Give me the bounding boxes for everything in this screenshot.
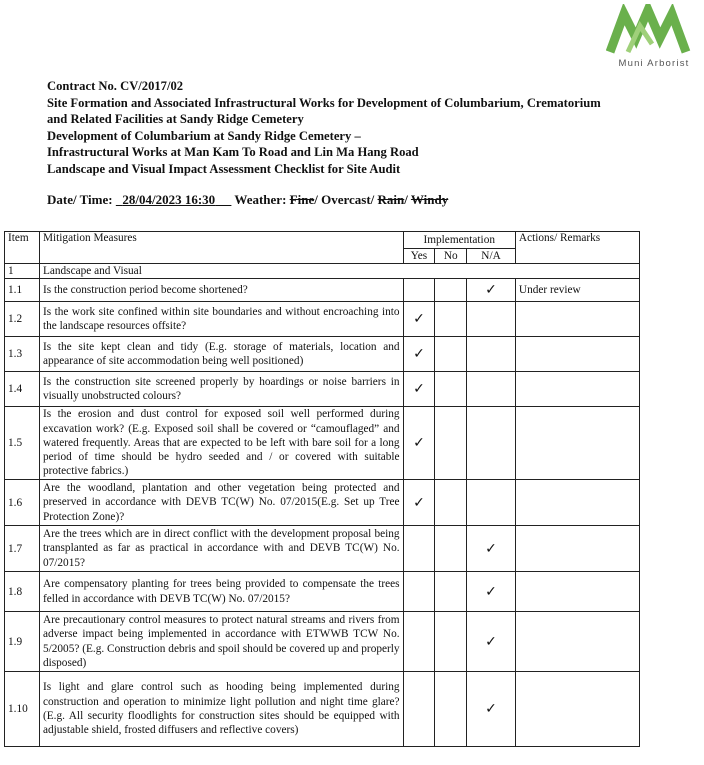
mitigation-text: Is the erosion and dust control for exposed soil well performed during excavation work? (E.g. Exposed soil shall be covered or “camouflaged” and watered frequently. Areas that are expected to be left with bare soil for a long period of time should be hydro seeded and / or covered with suitable protective fabrics.) bbox=[39, 407, 403, 480]
remark-cell bbox=[515, 672, 639, 747]
weather-windy: Windy bbox=[410, 192, 449, 207]
date-label: Date/ Time: bbox=[47, 192, 113, 207]
remark-cell: Under review bbox=[515, 279, 639, 302]
checklist-table bbox=[4, 231, 640, 747]
na-cell bbox=[467, 407, 516, 480]
mitigation-text: Is the site kept clean and tidy (E.g. storage of materials, location and appearance of site accommodation being well positioned) bbox=[39, 337, 403, 372]
table-row bbox=[5, 302, 640, 337]
table-row bbox=[5, 526, 640, 572]
item-number: 1.10 bbox=[5, 672, 40, 747]
yes-cell bbox=[403, 612, 435, 672]
muni-arborist-logo bbox=[606, 4, 702, 72]
no-cell bbox=[435, 337, 467, 372]
na-cell: ✓ bbox=[467, 672, 516, 747]
na-cell bbox=[467, 372, 516, 407]
no-cell bbox=[435, 302, 467, 337]
logo-text: Muni Arborist bbox=[618, 58, 690, 69]
no-cell bbox=[435, 407, 467, 480]
mitigation-text: Is the work site confined within site boundaries and without encroaching into the landscape resources offsite? bbox=[39, 302, 403, 337]
na-cell bbox=[467, 480, 516, 526]
header-item: Item bbox=[5, 232, 40, 264]
remark-cell bbox=[515, 302, 639, 337]
weather-fine: Fine bbox=[289, 192, 315, 207]
mitigation-text: Are the trees which are in direct conflict with the development proposal being transplanted as far as practical in accordance with and DEVB TC(W) No. 07/2015? bbox=[39, 526, 403, 572]
logo-mark-icon bbox=[606, 4, 702, 56]
yes-cell: ✓ bbox=[403, 337, 435, 372]
item-number: 1.5 bbox=[5, 407, 40, 480]
yes-cell: ✓ bbox=[403, 372, 435, 407]
table-row bbox=[5, 337, 640, 372]
weather-overcast: Overcast bbox=[321, 192, 371, 207]
yes-cell bbox=[403, 279, 435, 302]
na-cell: ✓ bbox=[467, 612, 516, 672]
na-cell: ✓ bbox=[467, 279, 516, 302]
remark-cell bbox=[515, 480, 639, 526]
na-cell: ✓ bbox=[467, 572, 516, 612]
section-title: Landscape and Visual bbox=[39, 264, 639, 279]
no-cell bbox=[435, 572, 467, 612]
mitigation-text: Are the woodland, plantation and other vegetation being protected and preserved in accordance with DEVB TC(W) No. 07/2015(E.g. Set up Tree Protection Zone)? bbox=[39, 480, 403, 526]
mitigation-text: Are precautionary control measures to protect natural streams and rivers from adverse impact being implemented in accordance with ETWWB TCW No. 5/2005? (E.g. Construction debris and spoil should be covered up and properly disposed) bbox=[39, 612, 403, 672]
header-line: Contract No. CV/2017/02 bbox=[47, 79, 184, 93]
header-mitigation: Mitigation Measures bbox=[39, 232, 403, 264]
remark-cell bbox=[515, 337, 639, 372]
remark-cell bbox=[515, 572, 639, 612]
no-cell bbox=[435, 480, 467, 526]
mitigation-text: Is light and glare control such as hooding being implemented during construction and operation to minimize light pollution and night time glare? (E.g. All security floodlights for construction sites should be equipped with adjustable shield, frosted diffusers and reflective covers) bbox=[39, 672, 403, 747]
document-header bbox=[47, 78, 697, 178]
yes-cell: ✓ bbox=[403, 407, 435, 480]
no-cell bbox=[435, 612, 467, 672]
item-number: 1.7 bbox=[5, 526, 40, 572]
header-line: Infrastructural Works at Man Kam To Road and Lin Ma Hang Road bbox=[47, 145, 419, 160]
table-header-row bbox=[5, 232, 640, 249]
remark-cell bbox=[515, 612, 639, 672]
remark-cell bbox=[515, 407, 639, 480]
header-line: Development of Columbarium at Sandy Ridge Cemetery – bbox=[47, 128, 361, 143]
section-number: 1 bbox=[5, 264, 40, 279]
table-row bbox=[5, 572, 640, 612]
na-cell bbox=[467, 302, 516, 337]
yes-cell bbox=[403, 672, 435, 747]
header-line: and Related Facilities at Sandy Ridge Cemetery bbox=[47, 112, 304, 127]
table-row bbox=[5, 407, 640, 480]
date-value: 28/04/2023 16:30 bbox=[122, 192, 216, 207]
header-line: Site Formation and Associated Infrastructural Works for Development of Columbarium, Crematorium bbox=[47, 95, 601, 110]
table-row bbox=[5, 279, 640, 302]
date-weather-line: Date/ Time: 28/04/2023 16:30 Weather: Fine/ Overcast/ Rain/ Windy bbox=[47, 192, 449, 207]
remark-cell bbox=[515, 526, 639, 572]
header-implementation: Implementation bbox=[403, 232, 515, 249]
yes-cell bbox=[403, 526, 435, 572]
table-row bbox=[5, 612, 640, 672]
remark-cell bbox=[515, 372, 639, 407]
item-number: 1.8 bbox=[5, 572, 40, 612]
item-number: 1.3 bbox=[5, 337, 40, 372]
item-number: 1.6 bbox=[5, 480, 40, 526]
weather-label: Weather: bbox=[234, 192, 287, 207]
no-cell bbox=[435, 672, 467, 747]
header-line: Landscape and Visual Impact Assessment Checklist for Site Audit bbox=[47, 161, 401, 176]
header-no: No bbox=[435, 249, 467, 264]
item-number: 1.1 bbox=[5, 279, 40, 302]
item-number: 1.2 bbox=[5, 302, 40, 337]
section-row bbox=[5, 264, 640, 279]
no-cell bbox=[435, 372, 467, 407]
yes-cell: ✓ bbox=[403, 302, 435, 337]
item-number: 1.9 bbox=[5, 612, 40, 672]
table-row bbox=[5, 672, 640, 747]
na-cell: ✓ bbox=[467, 526, 516, 572]
header-na: N/A bbox=[467, 249, 516, 264]
header-yes: Yes bbox=[403, 249, 435, 264]
table-row bbox=[5, 372, 640, 407]
yes-cell: ✓ bbox=[403, 480, 435, 526]
mitigation-text: Are compensatory planting for trees being provided to compensate the trees felled in accordance with DEVB TC(W) No. 07/2015? bbox=[39, 572, 403, 612]
yes-cell bbox=[403, 572, 435, 612]
no-cell bbox=[435, 526, 467, 572]
mitigation-text: Is the construction site screened properly by hoardings or noise barriers in visually unobstructed colours? bbox=[39, 372, 403, 407]
table-row bbox=[5, 480, 640, 526]
no-cell bbox=[435, 279, 467, 302]
item-number: 1.4 bbox=[5, 372, 40, 407]
weather-rain: Rain bbox=[377, 192, 405, 207]
header-actions: Actions/ Remarks bbox=[515, 232, 639, 264]
mitigation-text: Is the construction period become shortened? bbox=[39, 279, 403, 302]
na-cell bbox=[467, 337, 516, 372]
